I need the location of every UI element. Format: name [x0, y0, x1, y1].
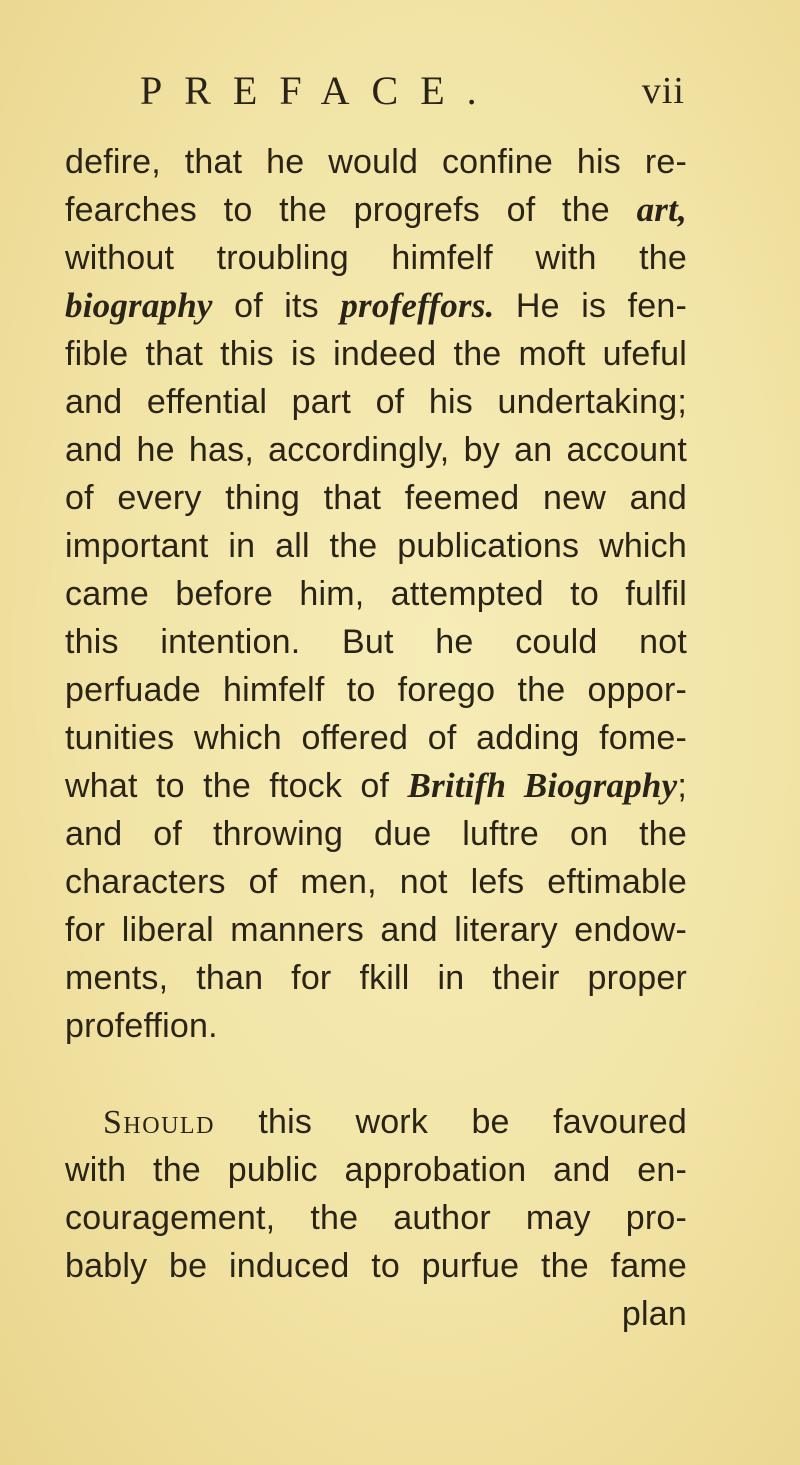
body-text — [65, 138, 687, 1338]
text-line — [65, 426, 687, 474]
text-line — [65, 378, 687, 426]
text-run: He is fen- — [494, 287, 687, 325]
text-line — [65, 282, 687, 330]
text-line — [65, 714, 687, 762]
italic-text: art, — [636, 190, 687, 229]
text-run: what to the ftock of — [65, 767, 408, 805]
text-run: and of throwing due luftre on the — [65, 815, 687, 853]
text-run: and he has, accordingly, by an account — [65, 431, 687, 469]
italic-text: Britifh Biography — [407, 766, 678, 805]
page-header — [140, 66, 685, 116]
text-line — [65, 954, 687, 1002]
text-line — [65, 138, 687, 186]
text-run: with the public approbation and en- — [65, 1151, 687, 1189]
text-run: important in all the publications which — [65, 527, 687, 565]
text-line — [65, 570, 687, 618]
text-run: this intention. But he could not — [65, 623, 687, 661]
text-run: fearches to the progrefs of the — [65, 191, 637, 229]
text-line — [65, 1098, 687, 1146]
text-line — [65, 810, 687, 858]
text-run: tunities which offered of adding fome- — [65, 719, 687, 757]
text-run: bably be induced to purfue the fame — [65, 1247, 687, 1285]
paragraph-break — [65, 1050, 687, 1098]
text-line — [65, 1002, 687, 1050]
small-caps-text: Should — [103, 1104, 215, 1141]
text-run: defire, that he would confine his re- — [65, 143, 687, 181]
text-run: of its — [212, 287, 341, 325]
italic-text: biography — [65, 286, 213, 325]
text-run: plan — [621, 1295, 687, 1333]
text-run: came before him, attempted to fulfil — [65, 575, 687, 613]
text-line — [65, 618, 687, 666]
text-line — [65, 858, 687, 906]
text-line — [65, 906, 687, 954]
text-run: without troubling himfelf with the — [65, 239, 687, 277]
text-run: perfuade himfelf to forego the oppor- — [65, 671, 687, 709]
italic-text: profeffors. — [340, 286, 495, 325]
text-run: and effential part of his undertaking; — [65, 383, 687, 421]
catchword — [65, 1290, 687, 1338]
text-line — [65, 522, 687, 570]
text-run: couragement, the author may pro- — [65, 1199, 687, 1237]
text-run: fible that this is indeed the moft ufeful — [65, 335, 687, 373]
text-line — [65, 762, 687, 810]
text-run: characters of men, not lefs eftimable — [65, 863, 687, 901]
running-head: PREFACE. — [140, 68, 499, 113]
text-run: ; — [677, 767, 687, 805]
text-line — [65, 186, 687, 234]
text-run: profeffion. — [65, 1007, 218, 1045]
text-run: for liberal manners and literary endow- — [65, 911, 687, 949]
text-run: ments, than for fkill in their proper — [65, 959, 687, 997]
text-run: of every thing that feemed new and — [65, 479, 687, 517]
text-run: this work be favoured — [214, 1103, 687, 1141]
text-line — [65, 666, 687, 714]
text-line — [65, 1242, 687, 1290]
text-line — [65, 330, 687, 378]
text-line — [65, 1146, 687, 1194]
text-line — [65, 474, 687, 522]
page-number: vii — [641, 70, 685, 112]
text-line — [65, 1194, 687, 1242]
text-line — [65, 234, 687, 282]
